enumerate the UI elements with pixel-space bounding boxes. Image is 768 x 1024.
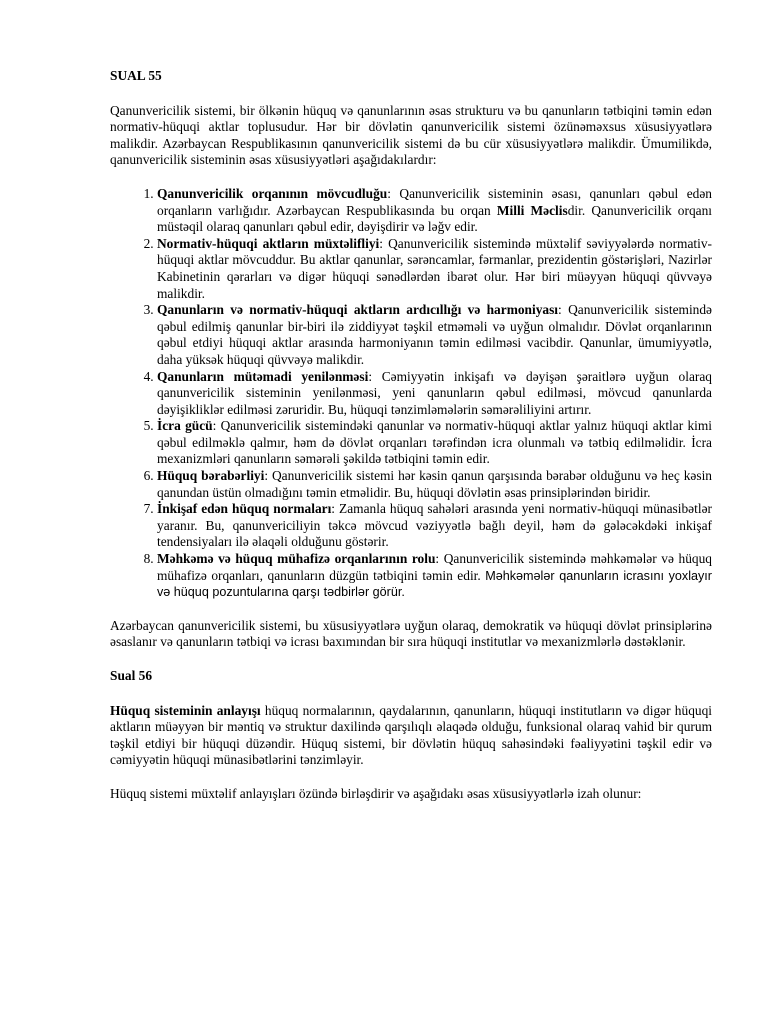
item-term: Qanunların və normativ-hüquqi aktların ardıcıllığı və harmoniyası [157,302,559,318]
sual-56-definition: Hüquq sisteminin anlayışı hüquq normalarının, qaydalarının, qanunların, hüquqi institutların və digər hüquqi aktların müəyyən bir məntiq və struktur daxilində qarşılıqlı əlaqədə olduğu, funksional olaraq vahid bir qurum təşkil etdiyi bir hüquqi düzəndir. Hüquq sistemi, bir dövlətin hüquq sahəsindəki fəaliyyətini təşkil edir və cəmiyyətin hüquqi münasibətlərini tənzimləyir. [110,702,712,768]
heading-sual-55: SUAL 55 [110,68,162,83]
list-item: 3. Qanunların və normativ-hüquqi aktların ardıcıllığı və harmoniyası: Qanunvericilik sistemində qəbul edilmiş qanunlar bir-biri ilə ziddiyyət təşkil etməməli və uyğun olmalıdır. Dövlət orqanlarının qəbul etdiyi hüquqi aktlar arasında harmoniyanın təmin edilməsi vacibdir. Qanunlar, ümumiyyətlə, daha yüksək hüquqi qüvvəyə malikdir. [157,302,712,368]
list-item: 2. Normativ-hüquqi aktların müxtəlifliyi: Qanunvericilik sistemində müxtəlif səviyyələrdə normativ-hüquqi aktlar mövcuddur. Bu aktlar qanunlar, sərəncamlar, fərmanlar, prezidentin göstərişləri, Nazirlər Kabinetinin qərarları və digər hüquqi sənədlərdən ibarət olur. Hər biri müəyyən hüquqi qüvvəyə malikdir. [157,236,712,302]
item-term: Hüquq bərabərliyi [157,468,265,484]
sual-55-intro: Qanunvericilik sistemi, bir ölkənin hüquq və qanunlarının əsas strukturu və bu qanunların tətbiqini təmin edən normativ-hüquqi aktlar toplusudur. Hər bir dövlətin qanunvericilik sistemi özünəməxsus xüsusiyyətlərə malikdir. Azərbaycan Respublikasının qanunvericilik sistemi də bu cür xüsusiyyətlərə malikdir. Ümumilikdə, qanunvericilik sisteminin əsas xüsusiyyətləri aşağıdakılardır: [110,102,712,168]
item-term: İnkişaf edən hüquq normaları [157,501,332,517]
list-item: 1. Qanunvericilik orqanının mövcudluğu: Qanunvericilik sisteminin əsası, qanunları qəbul edən orqanların varlığıdır. Azərbaycan Respublikasında bu orqan Milli Məclisdir. Qanunvericilik orqanı müstəqil olaraq qanunları qəbul edir, dəyişdirir və ləğv edir. [157,186,712,236]
item-term: Qanunların mütəmadi yenilənməsi [157,368,369,384]
item-highlight: Milli Məclis [496,202,568,218]
definition-term: Hüquq sisteminin anlayışı [110,702,261,718]
features-list [110,186,712,601]
sual-55-conclusion: Azərbaycan qanunvericilik sistemi, bu xüsusiyyətlərə uyğun olaraq, demokratik və hüquqi dövlət prinsiplərinə əsaslanır və qanunların tətbiqi və icrası baxımından bir sıra hüquqi institutlar və mexanizmlərlə dəstəklənir. [110,617,712,650]
list-item: 7. İnkişaf edən hüquq normaları: Zamanla hüquq sahələri arasında yeni normativ-hüquqi münasibətlər yaranır. Bu, qanunvericiliyin təkcə mövcud vəziyyətlə bağlı deyil, həm də gələcəkdəki inkişaf tendensiyaları ilə əlaqəli olduğunu göstərir. [157,501,712,551]
item-term: Normativ-hüquqi aktların müxtəlifliyi [157,235,380,251]
list-item: 8. Məhkəmə və hüquq mühafizə orqanlarının rolu: Qanunvericilik sistemində məhkəmələr və hüquq mühafizə orqanları, qanunların düzgün tətbiqini təmin edir. Məhkəmələr qanunların icrasını yoxlayır və hüquq pozuntularına qarşı tədbirlər görür. [157,551,712,601]
sual-56-last-paragraph: Hüquq sistemi müxtəlif anlayışları özündə birləşdirir və aşağıdakı əsas xüsusiyyətlərlə izah olunur: [110,785,642,801]
list-item: 6. Hüquq bərabərliyi: Qanunvericilik sistemi hər kəsin qanun qarşısında bərabər olduğunu və heç kəsin qanundan üstün olmadığını təmin etməlidir. Bu, hüquqi dövlətin əsas prinsiplərindən biridir. [157,468,712,501]
item-term: Məhkəmə və hüquq mühafizə orqanlarının rolu [157,551,436,567]
item-term: İcra gücü [157,418,213,434]
list-item: 4. Qanunların mütəmadi yenilənməsi: Cəmiyyətin inkişafı və dəyişən şəraitlərə uyğun olaraq qanunvericilik sisteminin yenilənməsi, yeni qanunların qəbul edilməsi, mövcud qanunlarda dəyişikliklər edilməsi zəruridir. Bu, hüquqi tənzimləmələrin səmərəliliyini artırır. [157,369,712,419]
heading-sual-56: Sual 56 [110,668,153,683]
list-item: 5. İcra gücü: Qanunvericilik sistemindəki qanunlar və normativ-hüquqi aktlar yalnız hüquqi aktlar kimi qəbul edilməklə qalmır, həm də dövlət orqanları tərəfindən icra olunmalı və tətbiq edilməlidir. İcra mexanizmləri qanunların səmərəli şəkildə tətbiqini təmin edir. [157,418,712,468]
document-page [110,68,712,820]
item-term: Qanunvericilik orqanının mövcudluğu [157,185,388,201]
